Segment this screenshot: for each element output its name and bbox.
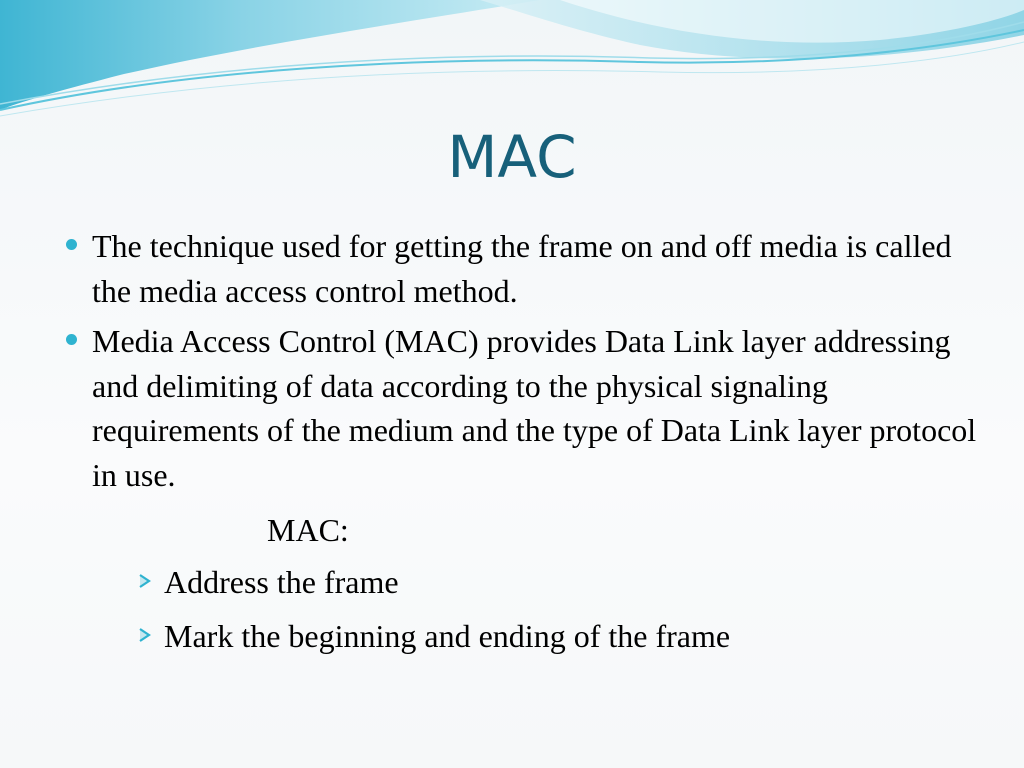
sub-heading: MAC: [267,512,349,548]
bullet-item-mac-technique [60,224,980,313]
bullet-dot-icon [66,239,77,250]
bullet-list [60,224,980,503]
arrow-bullet-icon [138,627,152,643]
sub-bullet-item-address [136,560,730,604]
bullet-item-mac-definition [60,319,980,497]
sub-bullet-text: Address the frame [164,564,399,600]
bullet-text: The technique used for getting the frame on and off media is called the media access control method. [92,228,952,309]
bullet-text: Media Access Control (MAC) provides Data Link layer addressing and delimiting of data according to the physical signaling requirements of the medium and the type of Data Link layer protocol in use. [92,323,977,493]
sub-bullet-text: Mark the beginning and ending of the frame [164,618,731,654]
sub-bullet-item-mark [136,614,730,658]
bullet-dot-icon [66,334,77,345]
slide-title: MAC [447,123,577,191]
header-wave-decoration [0,0,1024,120]
arrow-bullet-icon [138,573,152,589]
sub-bullet-list [136,560,730,668]
